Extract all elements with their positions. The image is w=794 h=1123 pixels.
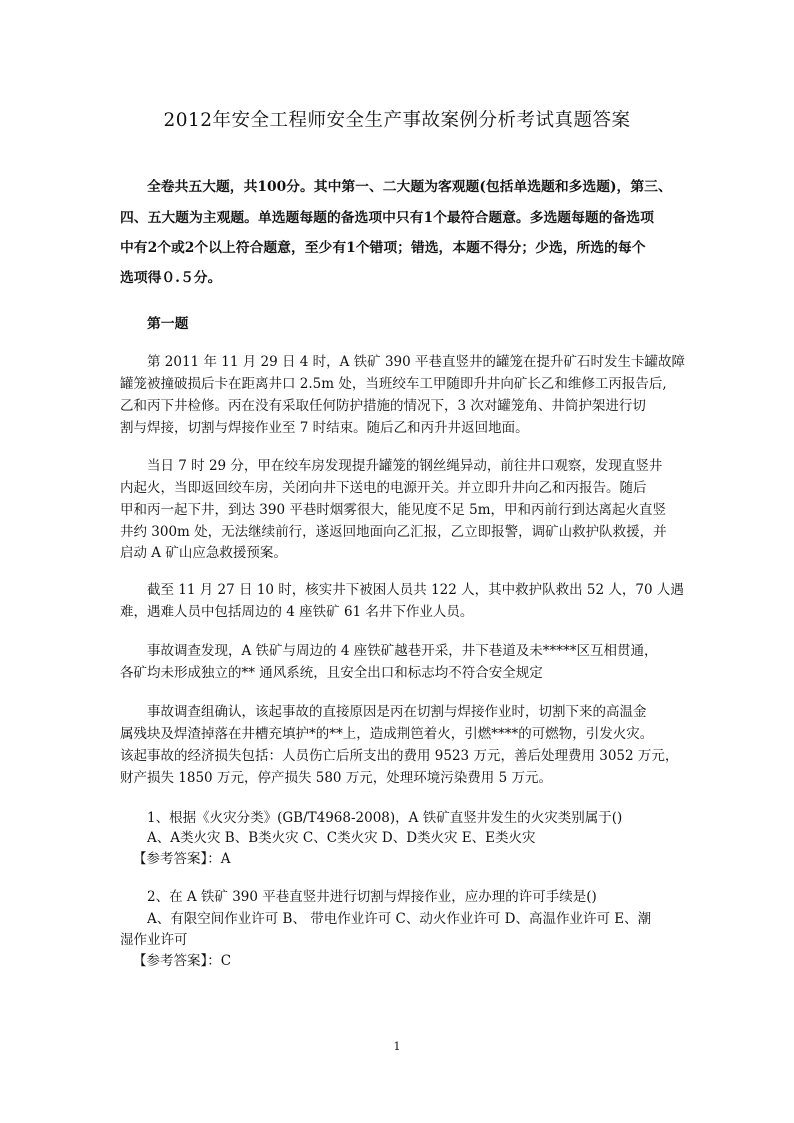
intro-line-1: 全卷共五大题，共100分。其中第一、二大题为客观题(包括单选题和多选题)，第三、 bbox=[147, 179, 672, 195]
question-1-options: A、A类火灾 B、B类火灾 C、C类火灾 D、D类火灾 E、E类火灾 bbox=[147, 830, 536, 846]
intro-line-4: 选项得０.５分。 bbox=[120, 270, 222, 286]
question-1-stem: 1、根据《火灾分类》(GB/T4968-2008)，A 铁矿直竖井发生的火灾类别属于() bbox=[147, 810, 623, 826]
question-2-stem: 2、在 A 铁矿 390 平巷直竖井进行切割与焊接作业，应办理的许可手续是() bbox=[147, 889, 597, 905]
paragraph-1-line-2: 罐笼被撞破损后卡在距离井口 2.5m 处，当班绞车工甲随即升井向矿长乙和维修工丙报告后, bbox=[120, 376, 667, 392]
paragraph-2-line-5: 启动 A 矿山应急救援预案。 bbox=[120, 545, 287, 561]
paragraph-1-line-4: 割与焊接，切割与焊接作业至 7 时结束。随后乙和丙升井返回地面。 bbox=[120, 420, 529, 436]
paragraph-3-line-1: 截至 11 月 27 日 10 时，核实井下被困人员共 122 人，其中救护队救出 52 人，70 人遇 bbox=[147, 582, 684, 598]
paragraph-1-line-1: 第 2011 年 11 月 29 日 4 时，A 铁矿 390 平巷直竖井的罐笼在提升矿石时发生卡罐故障 bbox=[147, 354, 686, 370]
section-heading: 第一题 bbox=[147, 316, 189, 332]
page-number: 1 bbox=[393, 1040, 401, 1053]
question-2-options-line-2: 湿作业许可 bbox=[120, 932, 188, 948]
question-2-answer: 【参考答案】：C bbox=[133, 953, 232, 969]
paragraph-5-line-3: 该起事故的经济损失包括：人员伤亡后所支出的费用 9523 万元，善后处理费用 3052 万元， bbox=[120, 748, 679, 764]
paragraph-4-line-1: 事故调查发现，A 铁矿与周边的 4 座铁矿越巷开采，井下巷道及未*****区互相贯通， bbox=[147, 643, 658, 659]
question-2-options-line-1: A、有限空间作业许可 B、 带电作业许可 C、动火作业许可 D、高温作业许可 E、潮 bbox=[147, 911, 652, 927]
paragraph-2-line-3: 甲和丙一起下井，到达 390 平巷时烟雾很大，能见度不足 5m，甲和丙前行到达离起火直竖 bbox=[120, 502, 667, 518]
paragraph-5-line-2: 属残块及焊渣掉落在井槽充填护*的**上，造成荆笆着火，引燃****的可燃物，引发火灾。 bbox=[120, 726, 654, 742]
paragraph-1-line-3: 乙和丙下井检修。丙在没有采取任何防护措施的情况下，3 次对罐笼角、井筒护架进行切 bbox=[120, 398, 646, 414]
paragraph-2-line-4: 井约 300m 处，无法继续前行，遂返回地面向乙汇报，乙立即报警，调矿山救护队救援，并 bbox=[120, 524, 667, 540]
paragraph-2-line-1: 当日 7 时 29 分，甲在绞车房发现提升罐笼的钢丝绳异动，前往井口观察，发现直竖井 bbox=[147, 458, 663, 474]
intro-line-3: 中有2个或2个以上符合题意，至少有1个错项；错选，本题不得分；少选，所选的每个 bbox=[120, 240, 646, 256]
paragraph-4-line-2: 各矿均未形成独立的** 通风系统，且安全出口和标志均不符合安全规定 bbox=[120, 665, 543, 681]
paragraph-5-line-1: 事故调查组确认，该起事故的直接原因是丙在切割与焊接作业时，切割下来的高温金 bbox=[147, 704, 647, 720]
question-1-answer: 【参考答案】：A bbox=[133, 851, 231, 867]
paragraph-3-line-2: 难，遇难人员中包括周边的 4 座铁矿 61 名井下作业人员。 bbox=[120, 604, 474, 620]
paragraph-5-line-4: 财产损失 1850 万元，停产损失 580 万元，处理环境污染费用 5 万元。 bbox=[120, 770, 552, 786]
paragraph-2-line-2: 内起火，当即返回绞车房，关闭向井下送电的电源开关。并立即升井向乙和丙报告。随后 bbox=[120, 480, 647, 496]
intro-line-2: 四、五大题为主观题。单选题每题的备选项中只有1个最符合题意。多选题每题的备选项 bbox=[120, 210, 654, 226]
page-title: 2012年安全工程师安全生产事故案例分析考试真题答案 bbox=[163, 110, 631, 131]
